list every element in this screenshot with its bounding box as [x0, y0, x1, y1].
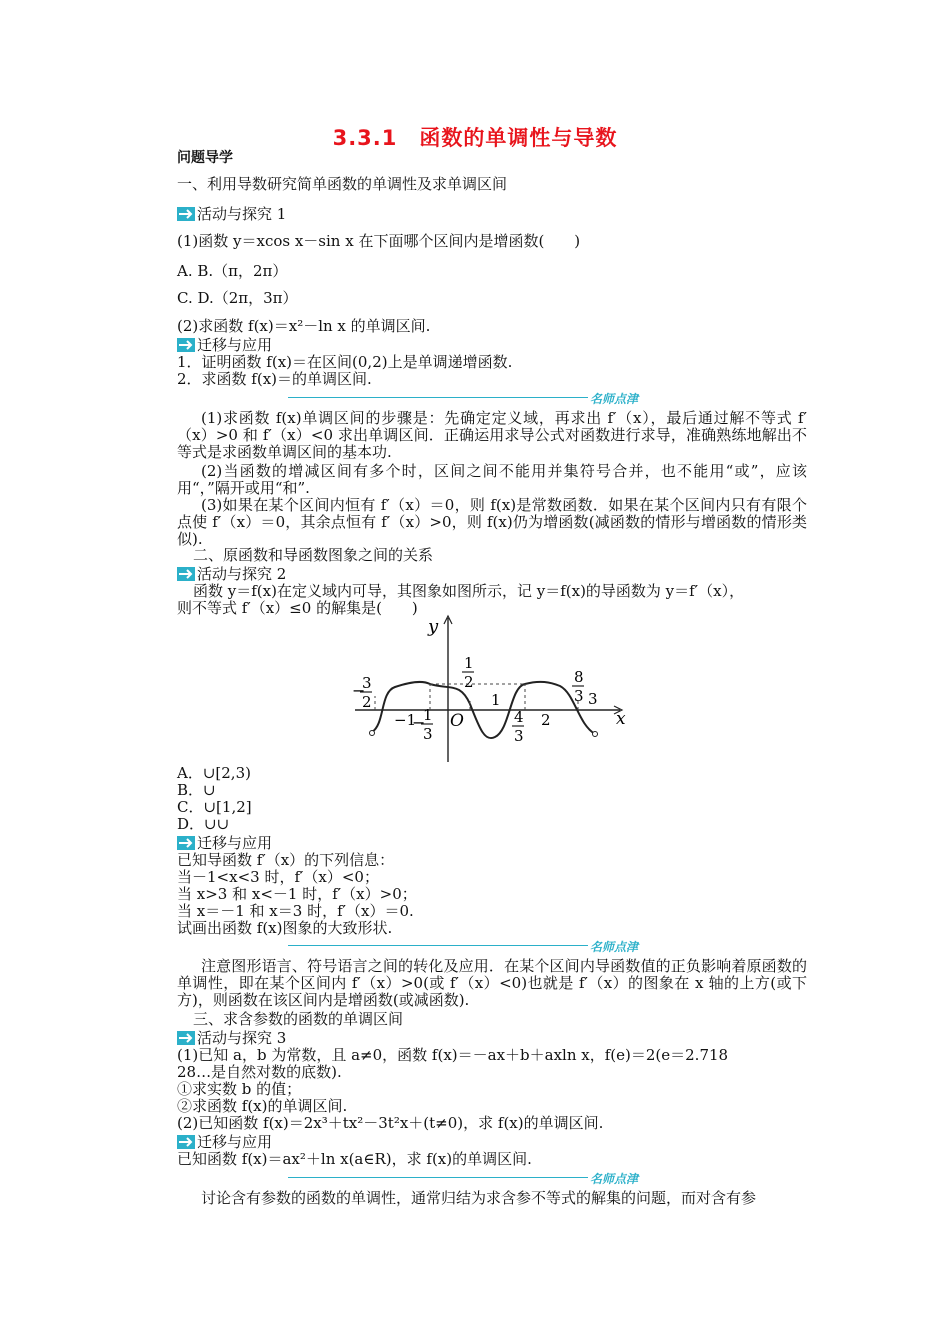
act3-line-3: ①求实数 b 的值；	[177, 1080, 302, 1098]
tick-eight-thirds-num: 8	[574, 668, 584, 686]
info-line-5: 试画出函数 f(x)图象的大致形状.	[177, 919, 393, 937]
question-3-line-1: 函数 y＝f(x)在定义域内可导，其图象如图所示，记 y＝f(x)的导函数为 y＝f′（x），	[193, 582, 745, 600]
act3-line-4: ②求函数 f(x)的单调区间.	[177, 1097, 348, 1115]
tip-label: 名师点津	[590, 940, 639, 954]
option-b: B．∪	[177, 781, 216, 799]
migration-3-label: 迁移与应用	[197, 1133, 273, 1151]
migration-3-item: 已知函数 f(x)＝ax²＋ln x(a∈R)，求 f(x)的单调区间.	[177, 1150, 532, 1168]
tick-one: 1	[491, 691, 501, 709]
migration-1-label: 迁移与应用	[197, 336, 273, 354]
origin-label: O	[450, 711, 464, 731]
option-d: D．∪∪	[177, 815, 230, 833]
divider-line	[288, 945, 588, 946]
tick-four-thirds-num: 4	[514, 708, 524, 726]
activity-3-label: 活动与探究 3	[197, 1029, 287, 1047]
open-endpoint-right	[593, 732, 598, 737]
tip-divider-3	[288, 1170, 680, 1184]
migration-1-item-2: 2．求函数 f(x)＝的单调区间.	[177, 370, 372, 388]
tip-paragraph-5: 讨论含有参数的函数的单调性，通常归结为求含参不等式的解集的问题，而对含有参	[201, 1189, 757, 1207]
tip-divider-1	[288, 390, 680, 404]
tick-neg-one: −1	[394, 711, 417, 729]
info-line-4: 当 x＝－1 和 x＝3 时，f′（x）＝0.	[177, 902, 414, 920]
arrow-icon	[177, 1135, 195, 1149]
migration-2-label: 迁移与应用	[197, 834, 273, 852]
activity-3	[177, 1029, 286, 1046]
arrow-icon	[177, 567, 195, 581]
page-title: 3.3.1 函数的单调性与导数	[332, 126, 618, 150]
open-endpoint-left	[370, 731, 375, 736]
tick-two: 2	[541, 711, 551, 729]
migration-1	[177, 336, 272, 353]
question-3-line-2: 则不等式 f′（x）≤0 的解集是( )	[177, 599, 418, 617]
arrow-icon	[177, 1031, 195, 1045]
act3-line-1: (1)已知 a，b 为常数，且 a≠0，函数 f(x)＝－ax＋b＋axln x，f(e)＝2(e＝2.718	[177, 1046, 729, 1064]
tick-neg-third-num: 1	[423, 706, 433, 724]
tip-label: 名师点津	[590, 1172, 639, 1186]
arrow-icon	[177, 836, 195, 850]
function-graph	[350, 612, 650, 767]
tick-neg-three-halves-num: 3	[362, 674, 372, 692]
tip-paragraph-4: 注意图形语言、符号语言之间的转化及应用．在某个区间内导函数值的正负影响着原函数的单调性，即在某个区间内 f′（x）>0(或 f′（x）<0)也就是 f′（x）的图象在 x 轴的上方(或下方)，则函数在该区间内是增函数(或减函数).	[177, 957, 807, 1009]
activity-2	[177, 565, 286, 582]
option-1c: C. D.（2π，3π）	[177, 289, 298, 307]
arrow-icon	[177, 207, 195, 221]
act3-line-5: (2)已知函数 f(x)＝2x³＋tx²－3t²x＋(t≠0)，求 f(x)的单调区间.	[177, 1114, 604, 1132]
x-label: x	[616, 709, 626, 729]
option-a: A．∪[2,3)	[177, 764, 251, 782]
heading-3: 三、求含参数的函数的单调区间	[193, 1010, 404, 1028]
migration-3	[177, 1133, 272, 1150]
divider-line	[288, 397, 588, 398]
tip-divider-2	[288, 938, 680, 952]
neg-sign-1: −	[352, 681, 366, 700]
section-label: 问题导学	[177, 150, 233, 166]
tick-three: 3	[588, 690, 598, 708]
question-1: (1)函数 y＝xcos x－sin x 在下面哪个区间内是增函数( )	[177, 232, 581, 250]
tick-half-den: 2	[464, 673, 474, 691]
y-label: y	[428, 616, 439, 637]
neg-sign-2: −	[412, 713, 426, 732]
question-2: (2)求函数 f(x)＝x²－ln x 的单调区间.	[177, 317, 431, 335]
tick-eight-thirds-den: 3	[574, 687, 584, 705]
info-line-1: 已知导函数 f′（x）的下列信息：	[177, 851, 395, 869]
tip-label: 名师点津	[590, 392, 639, 406]
tip-paragraph-1: (1)求函数 f(x)单调区间的步骤是：先确定定义域，再求出 f′（x），最后通过解不等式 f′（x）>0 和 f′（x）<0 求出单调区间．正确运用求导公式对函数进行求导，准确熟练地解出不等式是求函数单调区间的基本功.	[177, 409, 807, 461]
divider-line	[288, 1177, 588, 1178]
activity-2-label: 活动与探究 2	[197, 565, 287, 583]
migration-2	[177, 834, 272, 851]
heading-2: 二、原函数和导函数图象之间的关系	[193, 546, 434, 564]
option-c: C．∪[1,2]	[177, 798, 252, 816]
activity-1-label: 活动与探究 1	[197, 205, 287, 223]
tick-neg-third-den: 3	[423, 725, 433, 743]
tick-half-num: 1	[464, 654, 474, 672]
tip-paragraph-2: (2)当函数的增减区间有多个时，区间之间不能用并集符号合并，也不能用“或”，应该用“，”隔开或用“和”.	[177, 462, 807, 497]
tip-paragraph-3: (3)如果在某个区间内恒有 f′（x）＝0，则 f(x)是常数函数．如果在某个区间内只有有限个点使 f′（x）＝0，其余点恒有 f′（x）>0，则 f(x)仍为增函数(减函数的情形与增函数的情形类似).	[177, 496, 807, 548]
option-1a: A. B.（π，2π）	[177, 262, 288, 280]
info-line-3: 当 x>3 和 x<－1 时，f′（x）>0；	[177, 885, 417, 903]
tick-neg-three-halves-den: 2	[362, 693, 372, 711]
arrow-icon	[177, 338, 195, 352]
act3-line-2: 28…是自然对数的底数).	[177, 1063, 342, 1081]
migration-1-item-1: 1．证明函数 f(x)＝在区间(0,2)上是单调递增函数.	[177, 353, 513, 371]
tick-four-thirds-den: 3	[514, 727, 524, 745]
info-line-2: 当－1<x<3 时，f′（x）<0；	[177, 868, 379, 886]
heading-1: 一、利用导数研究简单函数的单调性及求单调区间	[177, 175, 508, 193]
activity-1	[177, 205, 286, 222]
